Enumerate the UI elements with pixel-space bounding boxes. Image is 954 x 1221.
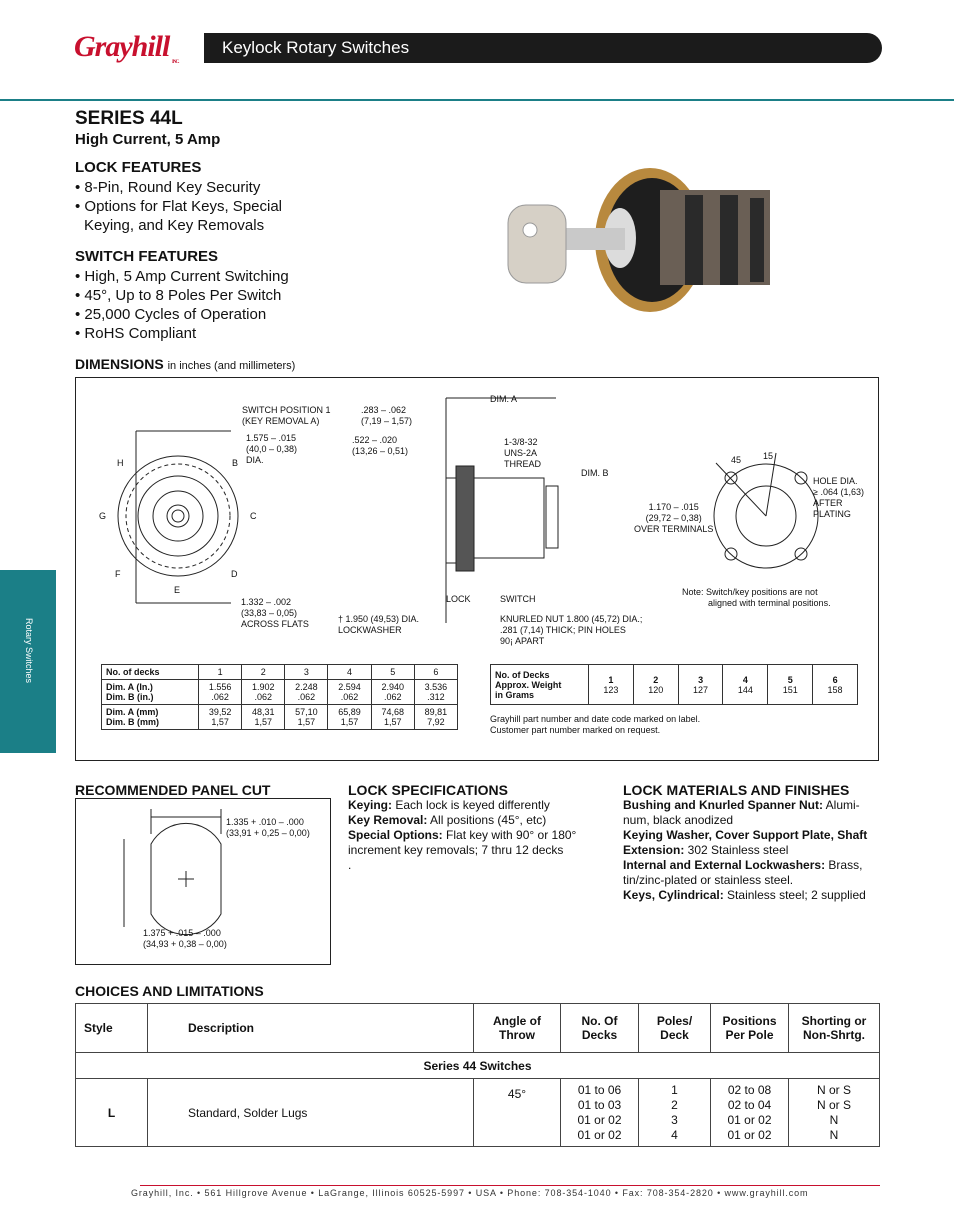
divider [0, 99, 954, 101]
label: D [231, 569, 238, 579]
list-item: • Options for Flat Keys, Special [75, 198, 283, 215]
label: 45 [731, 455, 742, 465]
lock-materials: LOCK MATERIALS AND FINISHES Bushing and Knurled Spanner Nut: Alumi- num, black anodized Keying Washer, Cover Support Plate, Shaft Extension: 302 Stainless steel Internal and External Lockwashers: Brass, tin/zinc-plated or stainless steel. Keys, Cylindrical: Stainless steel; 2 supplied [623, 782, 868, 902]
dimensions-table: No. of decks 1 2 3 4 5 6 Dim. A (In.) Dim. B (in.) 1.556 .062 1.902 .062 2.248 .062 2.594 .062 2.940 .062 3.536 .312 Dim. A (mm) Dim. B (mm) 39,52 1,57 48,31 1,57 57,10 1,57 65,89 1,57 74,68 1,57 89,81 7,92 [101, 664, 458, 730]
header-title: Keylock Rotary Switches [222, 38, 410, 57]
lock-features-list [75, 178, 282, 235]
choices-table [75, 1003, 880, 1147]
label: C [250, 511, 257, 521]
panel-cut-box [75, 798, 331, 965]
choices-heading: CHOICES AND LIMITATIONS [75, 983, 264, 999]
series-subtitle: High Current, 5 Amp [75, 131, 221, 148]
label: 15 [763, 451, 774, 461]
lock-specs: LOCK SPECIFICATIONS Keying: Each lock is keyed differently Key Removal: All positions (45°, etc) Special Options: Flat key with 90° or 180° increment key removals; 7 thru 12 decks . [348, 782, 577, 872]
switch-features-list [75, 267, 289, 343]
label: 1.375 + .015 – .000 (34,93 + 0,38 – 0,00) [143, 928, 227, 949]
weight-table [490, 664, 858, 705]
side-tab: Rotary Switches [0, 570, 56, 753]
label: HOLE DIA. ≥ .064 (1,63) AFTER PLATING [813, 476, 864, 519]
label: DIM. A [490, 394, 518, 404]
series-title: SERIES 44L [75, 108, 183, 129]
label: SWITCH [500, 594, 536, 604]
table-row: Style Description Angle of Throw No. Of Decks Poles/ Deck Positions Per Pole Shorting or Non-Shrtg. [76, 1004, 880, 1053]
label: SWITCH POSITION 1 (KEY REMOVAL A) [242, 405, 331, 426]
header-bar [204, 33, 882, 63]
footer: Grayhill, Inc. • 561 Hillgrove Avenue • LaGrange, Illinois 60525-5997 • USA • Phone: 708-354-1040 • Fax: 708-354-2820 • www.grayhill.com [131, 1188, 809, 1198]
label: LOCK [446, 594, 471, 604]
note: Note: Switch/key positions are not aligned with terminal positions. [682, 587, 831, 608]
dimensions-heading: DIMENSIONS in inches (and millimeters) [75, 356, 296, 372]
label: 1.332 – .002 (33,83 – 0,05) ACROSS FLATS [241, 597, 309, 629]
list-item: • 45°, Up to 8 Poles Per Switch [75, 287, 282, 304]
dimensions-drawing [76, 378, 878, 658]
label: 1.575 – .015 (40,0 – 0,38) DIA. [246, 433, 298, 465]
label: H [117, 458, 124, 468]
table-row: Dim. A (In.) Dim. B (in.) 1.556 .062 1.902 .062 2.248 .062 2.594 .062 2.940 .062 3.536 .312 [102, 680, 458, 705]
label: .283 – .062 (7,19 – 1,57) [361, 405, 413, 426]
label: 1-3/8-32 UNS-2A THREAD [504, 437, 542, 469]
label: B [232, 458, 239, 468]
dimensions-box [75, 377, 879, 761]
panel-cut-heading: RECOMMENDED PANEL CUT [75, 782, 271, 798]
label: .522 – .020 (13,26 – 0,51) [352, 435, 409, 456]
list-item: • RoHS Compliant [75, 325, 197, 342]
lock-features-heading: LOCK FEATURES [75, 159, 202, 176]
footer-divider [140, 1185, 880, 1186]
label-note: Grayhill part number and date code marked on label. Customer part number marked on request. [490, 714, 701, 735]
label: 1.170 – .015 (29,72 – 0,38) OVER TERMINALS [634, 502, 714, 534]
table-row: L Standard, Solder Lugs 45° 01 to 06 01 to 03 01 or 02 01 or 02 1 2 3 4 02 to 08 02 to 04 01 or 02 01 or 02 N or S N or S N N [76, 1079, 880, 1147]
list-item: • 8-Pin, Round Key Security [75, 179, 261, 196]
product-photo [500, 160, 800, 320]
switch-features-heading: SWITCH FEATURES [75, 248, 219, 265]
list-item: • 25,000 Cycles of Operation [75, 306, 267, 323]
label: E [174, 585, 181, 595]
table-row: Series 44 Switches [76, 1053, 880, 1079]
label: F [115, 569, 121, 579]
list-item: Keying, and Key Removals [84, 217, 265, 234]
list-item: • High, 5 Amp Current Switching [75, 268, 289, 285]
table-row: Dim. A (mm) Dim. B (mm) 39,52 1,57 48,31 1,57 57,10 1,57 65,89 1,57 74,68 1,57 89,81 7,92 [102, 705, 458, 730]
label: 1.335 + .010 – .000 (33,91 + 0,25 – 0,00) [226, 817, 310, 838]
grayhill-logo: Grayhill INC. [74, 30, 179, 65]
label: G [99, 511, 107, 521]
label: † 1.950 (49,53) DIA. LOCKWASHER [338, 614, 420, 635]
label: KNURLED NUT 1.800 (45,72) DIA.; .281 (7,14) THICK; PIN HOLES 90¡ APART [500, 614, 643, 646]
label: DIM. B [581, 468, 609, 478]
table-row: No. of Decks Approx. Weight in Grams 1 123 2 120 3 127 4 144 5 151 6 158 [491, 665, 858, 705]
